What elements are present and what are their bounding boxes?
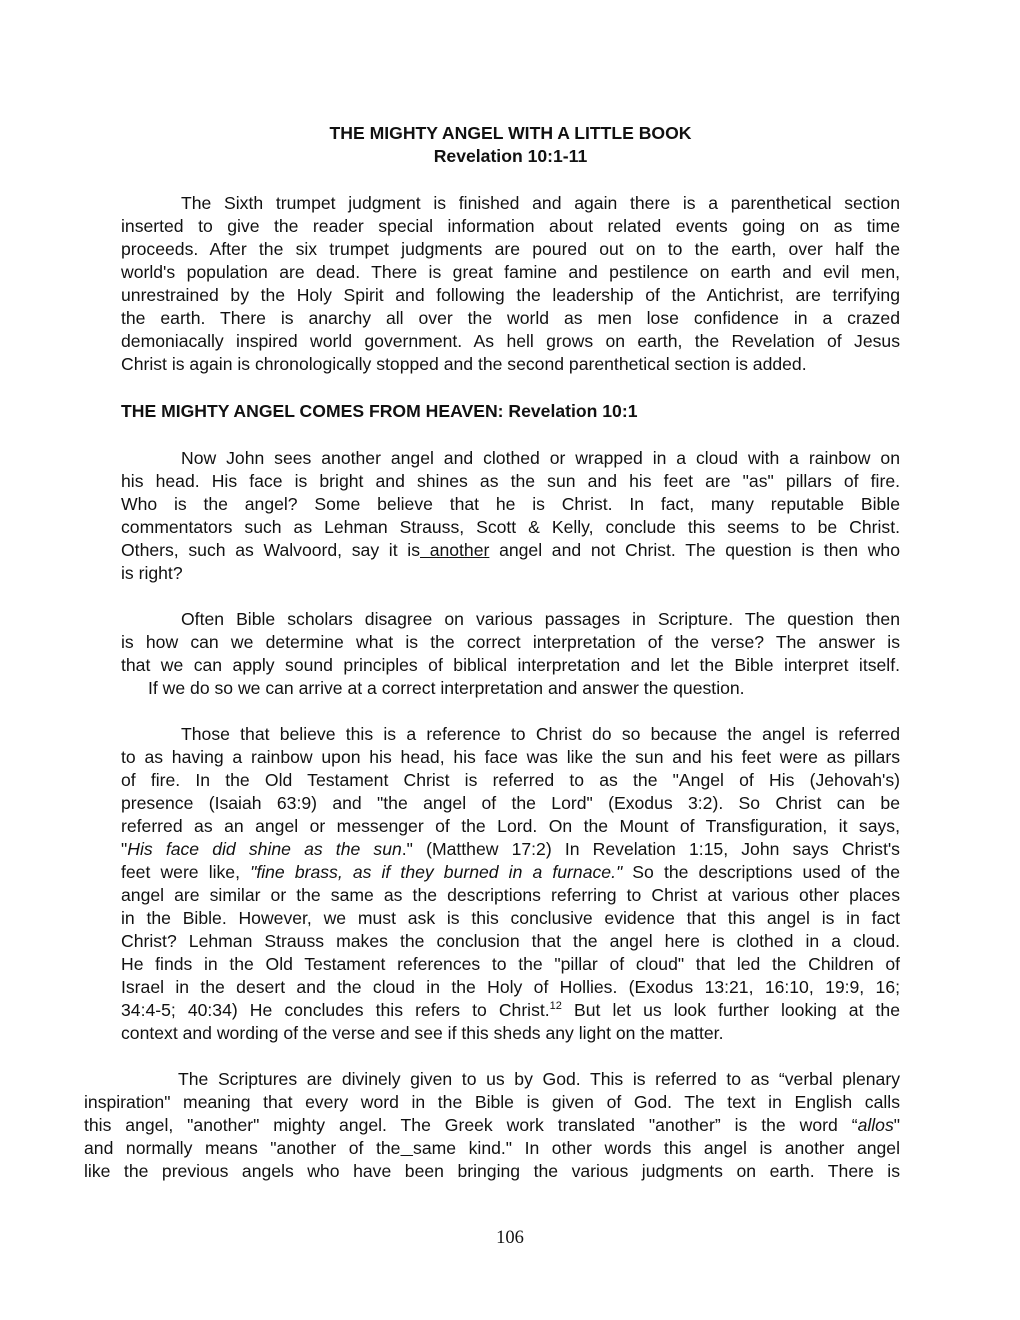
text-line: the earth. There is anarchy all over the world as men lose confidence in a crazed <box>121 308 900 328</box>
italic-quote: His face did shine as the sun <box>127 839 402 859</box>
text-line: that we can apply sound principles of biblical interpretation and let the Bible interpret itself. <box>121 655 900 675</box>
text-line <box>121 838 900 861</box>
text-line: inspiration" meaning that every word in the Bible is given of God. The text in English calls <box>84 1092 900 1112</box>
paragraph-3 <box>121 608 900 700</box>
text-span: ." (Matthew 17:2) In Revelation 1:15, John says Christ's <box>401 839 900 859</box>
text-line: Israel in the desert and the cloud in the Holy of Hollies. (Exodus 13:21, 16:10, 19:9, 16; <box>121 977 900 997</box>
text-line: proceeds. After the six trumpet judgments are poured out on to the earth, over half the <box>121 239 900 259</box>
underlined-space <box>400 1138 413 1158</box>
text-span: But let us look further looking at the <box>561 1000 900 1020</box>
text-span: angel and not Christ. The question is then who <box>489 540 900 560</box>
text-line: presence (Isaiah 63:9) and "the angel of the Lord" (Exodus 3:2). So Christ can be <box>121 793 900 813</box>
text-line <box>121 861 900 884</box>
text-line: The Scriptures are divinely given to us by God. This is referred to as “verbal plenary <box>178 1069 900 1089</box>
text-line: to as having a rainbow upon his head, his face was like the sun and his feet were as pillars <box>121 747 900 767</box>
text-line: of fire. In the Old Testament Christ is referred to as the "Angel of His (Jehovah's) <box>121 770 900 790</box>
text-line: Often Bible scholars disagree on various passages in Scripture. The question then <box>181 609 900 629</box>
text-line: like the previous angels who have been bringing the various judgments on earth. There is <box>84 1161 900 1181</box>
text-span: " <box>893 1115 900 1135</box>
text-line: demoniacally inspired world government. As hell grows on earth, the Revelation of Jesus <box>121 331 900 351</box>
text-line: He finds in the Old Testament references to the "pillar of cloud" that led the Children of <box>121 954 900 974</box>
paragraph-4 <box>121 723 900 1045</box>
text-line: angel are similar or the same as the descriptions referring to Christ at various other places <box>121 885 900 905</box>
text-line: If we do so we can arrive at a correct interpretation and answer the question. <box>148 678 745 698</box>
page-subtitle: Revelation 10:1-11 <box>433 146 588 166</box>
text-line: commentators such as Lehman Strauss, Scott & Kelly, conclude this seems to be Christ. <box>121 517 900 537</box>
text-line: The Sixth trumpet judgment is finished and again there is a parenthetical section <box>181 193 900 213</box>
text-line: Christ? Lehman Strauss makes the conclusion that the angel here is clothed in a cloud. <box>121 931 900 951</box>
text-line: Christ is again is chronologically stopped and the second parenthetical section is added. <box>121 354 807 374</box>
text-line <box>121 999 900 1022</box>
text-span: Others, such as Walvoord, say it is <box>121 540 420 560</box>
text-span: So the descriptions used of the <box>622 862 900 882</box>
text-line <box>121 539 900 562</box>
text-line: world's population are dead. There is great famine and pestilence on earth and evil men, <box>121 262 900 282</box>
italic-quote: "fine brass, as if they burned in a furnace." <box>250 862 623 882</box>
text-line: unrestrained by the Holy Spirit and following the leadership of the Antichrist, are terrifying <box>121 285 900 305</box>
paragraph-1 <box>121 192 900 376</box>
paragraph-5 <box>84 1068 900 1183</box>
section-heading: THE MIGHTY ANGEL COMES FROM HEAVEN: Revelation 10:1 <box>121 401 638 421</box>
footnote-marker: 12 <box>549 1000 562 1012</box>
text-span: 34:4-5; 40:34) He concludes this refers to Christ. <box>121 1000 550 1020</box>
text-line: is right? <box>121 563 183 583</box>
text-line <box>84 1137 900 1160</box>
text-line: Who is the angel? Some believe that he is Christ. In fact, many reputable Bible <box>121 494 900 514</box>
underlined-word: another <box>420 540 490 560</box>
page-title: THE MIGHTY ANGEL WITH A LITTLE BOOK <box>329 123 692 143</box>
page-number: 106 <box>496 1228 524 1248</box>
text-span: feet were like, <box>121 862 251 882</box>
paragraph-2 <box>121 447 900 585</box>
text-line <box>84 1114 900 1137</box>
text-line: Now John sees another angel and clothed or wrapped in a cloud with a rainbow on <box>181 448 900 468</box>
text-line: Those that believe this is a reference to Christ do so because the angel is referred <box>181 724 900 744</box>
text-line: in the Bible. However, we must ask is this conclusive evidence that this angel is in fact <box>121 908 900 928</box>
text-line: his head. His face is bright and shines as the sun and his feet are "as" pillars of fire. <box>121 471 900 491</box>
text-line: is how can we determine what is the correct interpretation of the verse? The answer is <box>121 632 900 652</box>
text-line: referred as an angel or messenger of the Lord. On the Mount of Transfiguration, it says, <box>121 816 900 836</box>
text-span: and normally means "another of the <box>84 1138 401 1158</box>
text-line: inserted to give the reader special information about related events going on as time <box>121 216 900 236</box>
text-line: context and wording of the verse and see if this sheds any light on the matter. <box>121 1023 724 1043</box>
text-span: this angel, "another" mighty angel. The Greek work translated "another” is the word “ <box>84 1115 858 1135</box>
text-span: same kind." In other words this angel is another angel <box>413 1138 900 1158</box>
text-span: " <box>121 839 128 859</box>
italic-word: allos <box>857 1115 894 1135</box>
